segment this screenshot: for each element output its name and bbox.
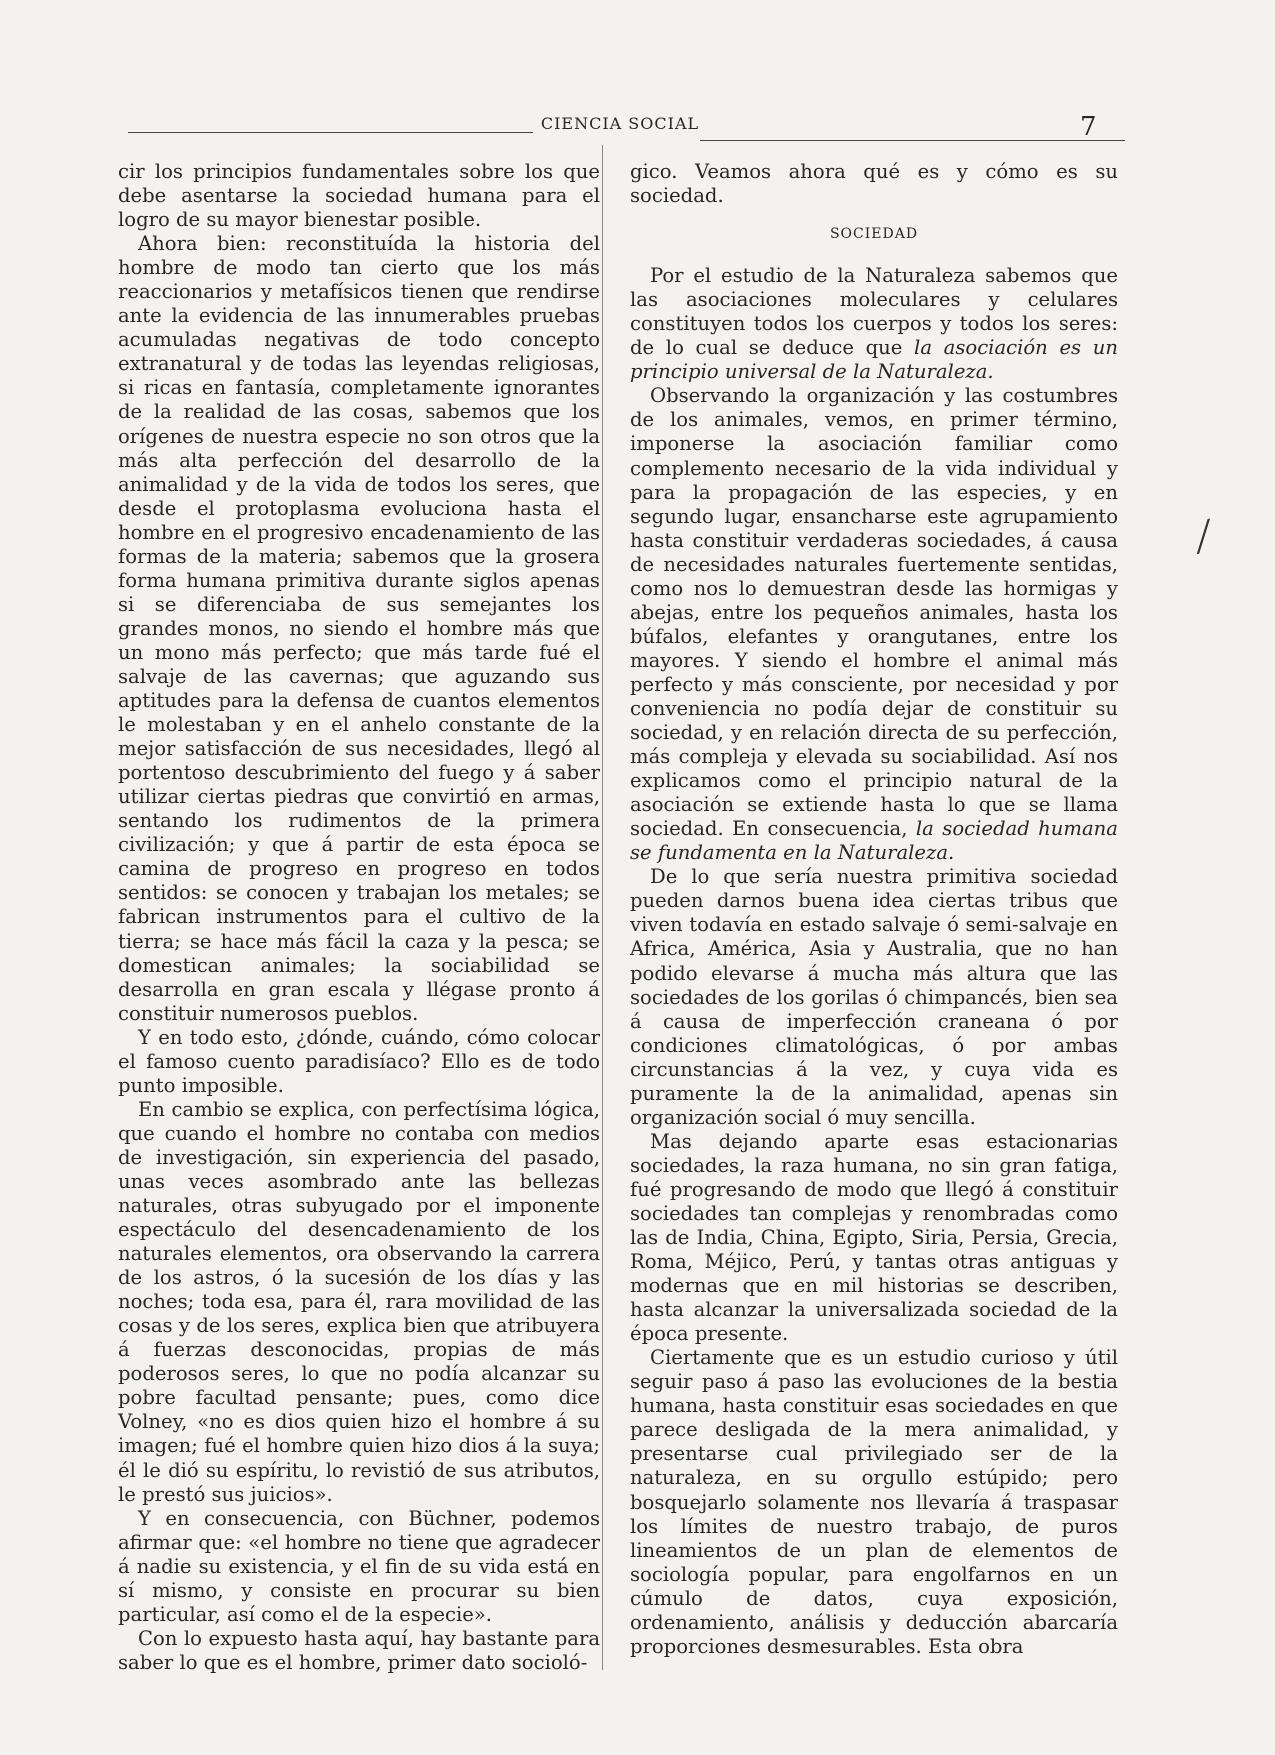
paragraph: Y en todo esto, ¿dónde, cuándo, cómo colocar el famoso cuento paradisíaco? Ello es de todo punto imposible. — [118, 1025, 600, 1097]
pencil-mark-icon: ╱ — [1192, 518, 1215, 555]
paragraph-text: Observando la organización y las costumbres de los animales, vemos, en primer término, imponerse la asociación familiar como complemento necesario de la vida individual y para la propagación de las especies, y en segundo lugar, ensancharse este agrupamiento hasta constituir verdaderas sociedades, á causa de necesidades naturales fuertemente sentidas, como nos lo demuestran desde las hormigas y abejas, entre los pequeños animales, hasta los búfalos, elefantes y orangutanes, entre los mayores. Y siendo el hombre el animal más perfecto y más consciente, por necesidad y por conveniencia no podía dejar de constituir su sociedad, y en relación directa de su perfección, más compleja y elevada su sociabilidad. Así nos explicamos como el principio natural de la asociación se extiende hasta lo que se llama sociedad. En consecuencia, — [630, 384, 1118, 841]
paragraph — [630, 264, 1118, 384]
paragraph: Mas dejando aparte esas estacionarias sociedades, la raza humana, no sin gran fatiga, fué progresando de modo que llegó á constituir sociedades tan complejas y renombradas como las de India, China, Egipto, Siria, Persia, Grecia, Roma, Méjico, Perú, y tantas otras antiguas y modernas que en mil historias se describen, hasta alcanzar la universalizada sociedad de la época presente. — [630, 1129, 1118, 1346]
paragraph: En cambio se explica, con perfectísima lógica, que cuando el hombre no contaba con medios de investigación, sin experiencia del pasado, unas veces asombrado ante las bellezas naturales, otras subyugado por el imponente espectáculo del desencadenamiento de los naturales elementos, ora observando la carrera de los astros, ó la sucesión de los días y las noches; toda esa, para él, rara movilidad de las cosas y de los seres, explica bien que atribuyera á fuerzas desconocidas, propias de más poderosos seres, lo que no podía alcanzar su pobre facultad pensante; pues, como dice Volney, «no es dios quien hizo el hombre á su imagen; fué el hombre quien hizo dios á la suya; él le dió su espíritu, lo revistió de sus atributos, le prestó sus juicios». — [118, 1097, 600, 1506]
section-heading: SOCIEDAD — [829, 226, 919, 243]
left-column — [118, 160, 600, 1675]
paragraph: Con lo expuesto hasta aquí, hay bastante para saber lo que es el hombre, primer dato socioló- — [118, 1626, 600, 1674]
paragraph: Y en consecuencia, con Büchner, podemos afirmar que: «el hombre no tiene que agradecer á nadie su existencia, y el fin de su vida está en sí mismo, y consiste en procurar su bien particular, así como el de la especie». — [118, 1506, 600, 1626]
column-divider — [602, 145, 603, 1670]
paragraph: cir los principios fundamentales sobre los que debe asentarse la sociedad humana para el logro de su mayor bienestar posible. — [118, 160, 600, 232]
paragraph-text: Por el estudio de la Naturaleza sabemos que las asociaciones moleculares y celulares constituyen todos los cuerpos y todos los seres: de lo cual se deduce que — [630, 264, 1118, 360]
emphasis-text: la asociación es un principio universal de la Naturaleza. — [630, 336, 1119, 384]
paragraph — [630, 384, 1118, 865]
right-column — [630, 160, 1118, 1659]
header-rule-left — [128, 132, 533, 133]
running-title: CIENCIA SOCIAL — [540, 114, 700, 133]
emphasis-text: la sociedad humana se fundamenta en la Naturaleza. — [630, 817, 1118, 865]
paragraph: De lo que sería nuestra primitiva sociedad pueden darnos buena idea ciertas tribus que viven todavía en estado salvaje ó semi-salvaje en Africa, América, Asia y Australia, que no han podido elevarse á mucha más altura que las sociedades de los gorilas ó chimpancés, bien sea á causa de imperfección craneana ó por condiciones climatológicas, ó por ambas circunstancias á la vez, y cuya vida es puramente la de la animalidad, apenas sin organización social ó muy sencilla. — [630, 865, 1118, 1129]
paragraph: gico. Veamos ahora qué es y cómo es su sociedad. — [630, 160, 1118, 208]
paragraph: Ciertamente que es un estudio curioso y útil seguir paso á paso las evoluciones de la bestia humana, hasta constituir esas sociedades en que parece desligada de la mera animalidad, y presentarse cual privilegiado ser de la naturaleza, en su orgullo estúpido; pero bosquejarlo solamente nos llevaría á traspasar los límites de nuestro trabajo, de puros lineamientos de un plan de elementos de sociología popular, para engolfarnos en un cúmulo de datos, cuya exposición, ordenamiento, análisis y deducción abarcaría proporciones desmesurables. Esta obra — [630, 1346, 1118, 1658]
page-number: 7 — [1080, 112, 1097, 142]
header-rule-right — [700, 140, 1125, 141]
paragraph: Ahora bien: reconstituída la historia del hombre de modo tan cierto que los más reaccionarios y metafísicos tienen que rendirse ante la evidencia de las innumerables pruebas acumuladas negativas de todo concepto extranatural y de todas las leyendas religiosas, si ricas en fantasía, completamente ignorantes de la realidad de las cosas, sabemos que los orígenes de nuestra especie no son otros que la más alta perfección del desarrollo de la animalidad y de la vida de todos los seres, que desde el protoplasma evoluciona hasta el hombre en el progresivo encadenamiento de las formas de la materia; sabemos que la grosera forma humana primitiva durante siglos apenas si se diferenciaba de sus semejantes los grandes monos, no siendo el hombre más que un mono más perfecto; que más tarde fué el salvaje de las cavernas; que aguzando sus aptitudes para la defensa de cuantos elementos le molestaban y en el anhelo constante de la mejor satisfacción de sus necesidades, llegó al portentoso descubrimiento del fuego y á saber utilizar ciertas piedras que convirtió en armas, sentando los rudimentos de la primera civilización; y que á partir de esta época se camina de progreso en progreso en todos sentidos: se conocen y trabajan los metales; se fabrican instrumentos para el cultivo de la tierra; se hace más fácil la caza y la pesca; se domestican animales; la sociabilidad se desarrolla en gran escala y llégase pronto á constituir numerosos pueblos. — [118, 232, 600, 1025]
